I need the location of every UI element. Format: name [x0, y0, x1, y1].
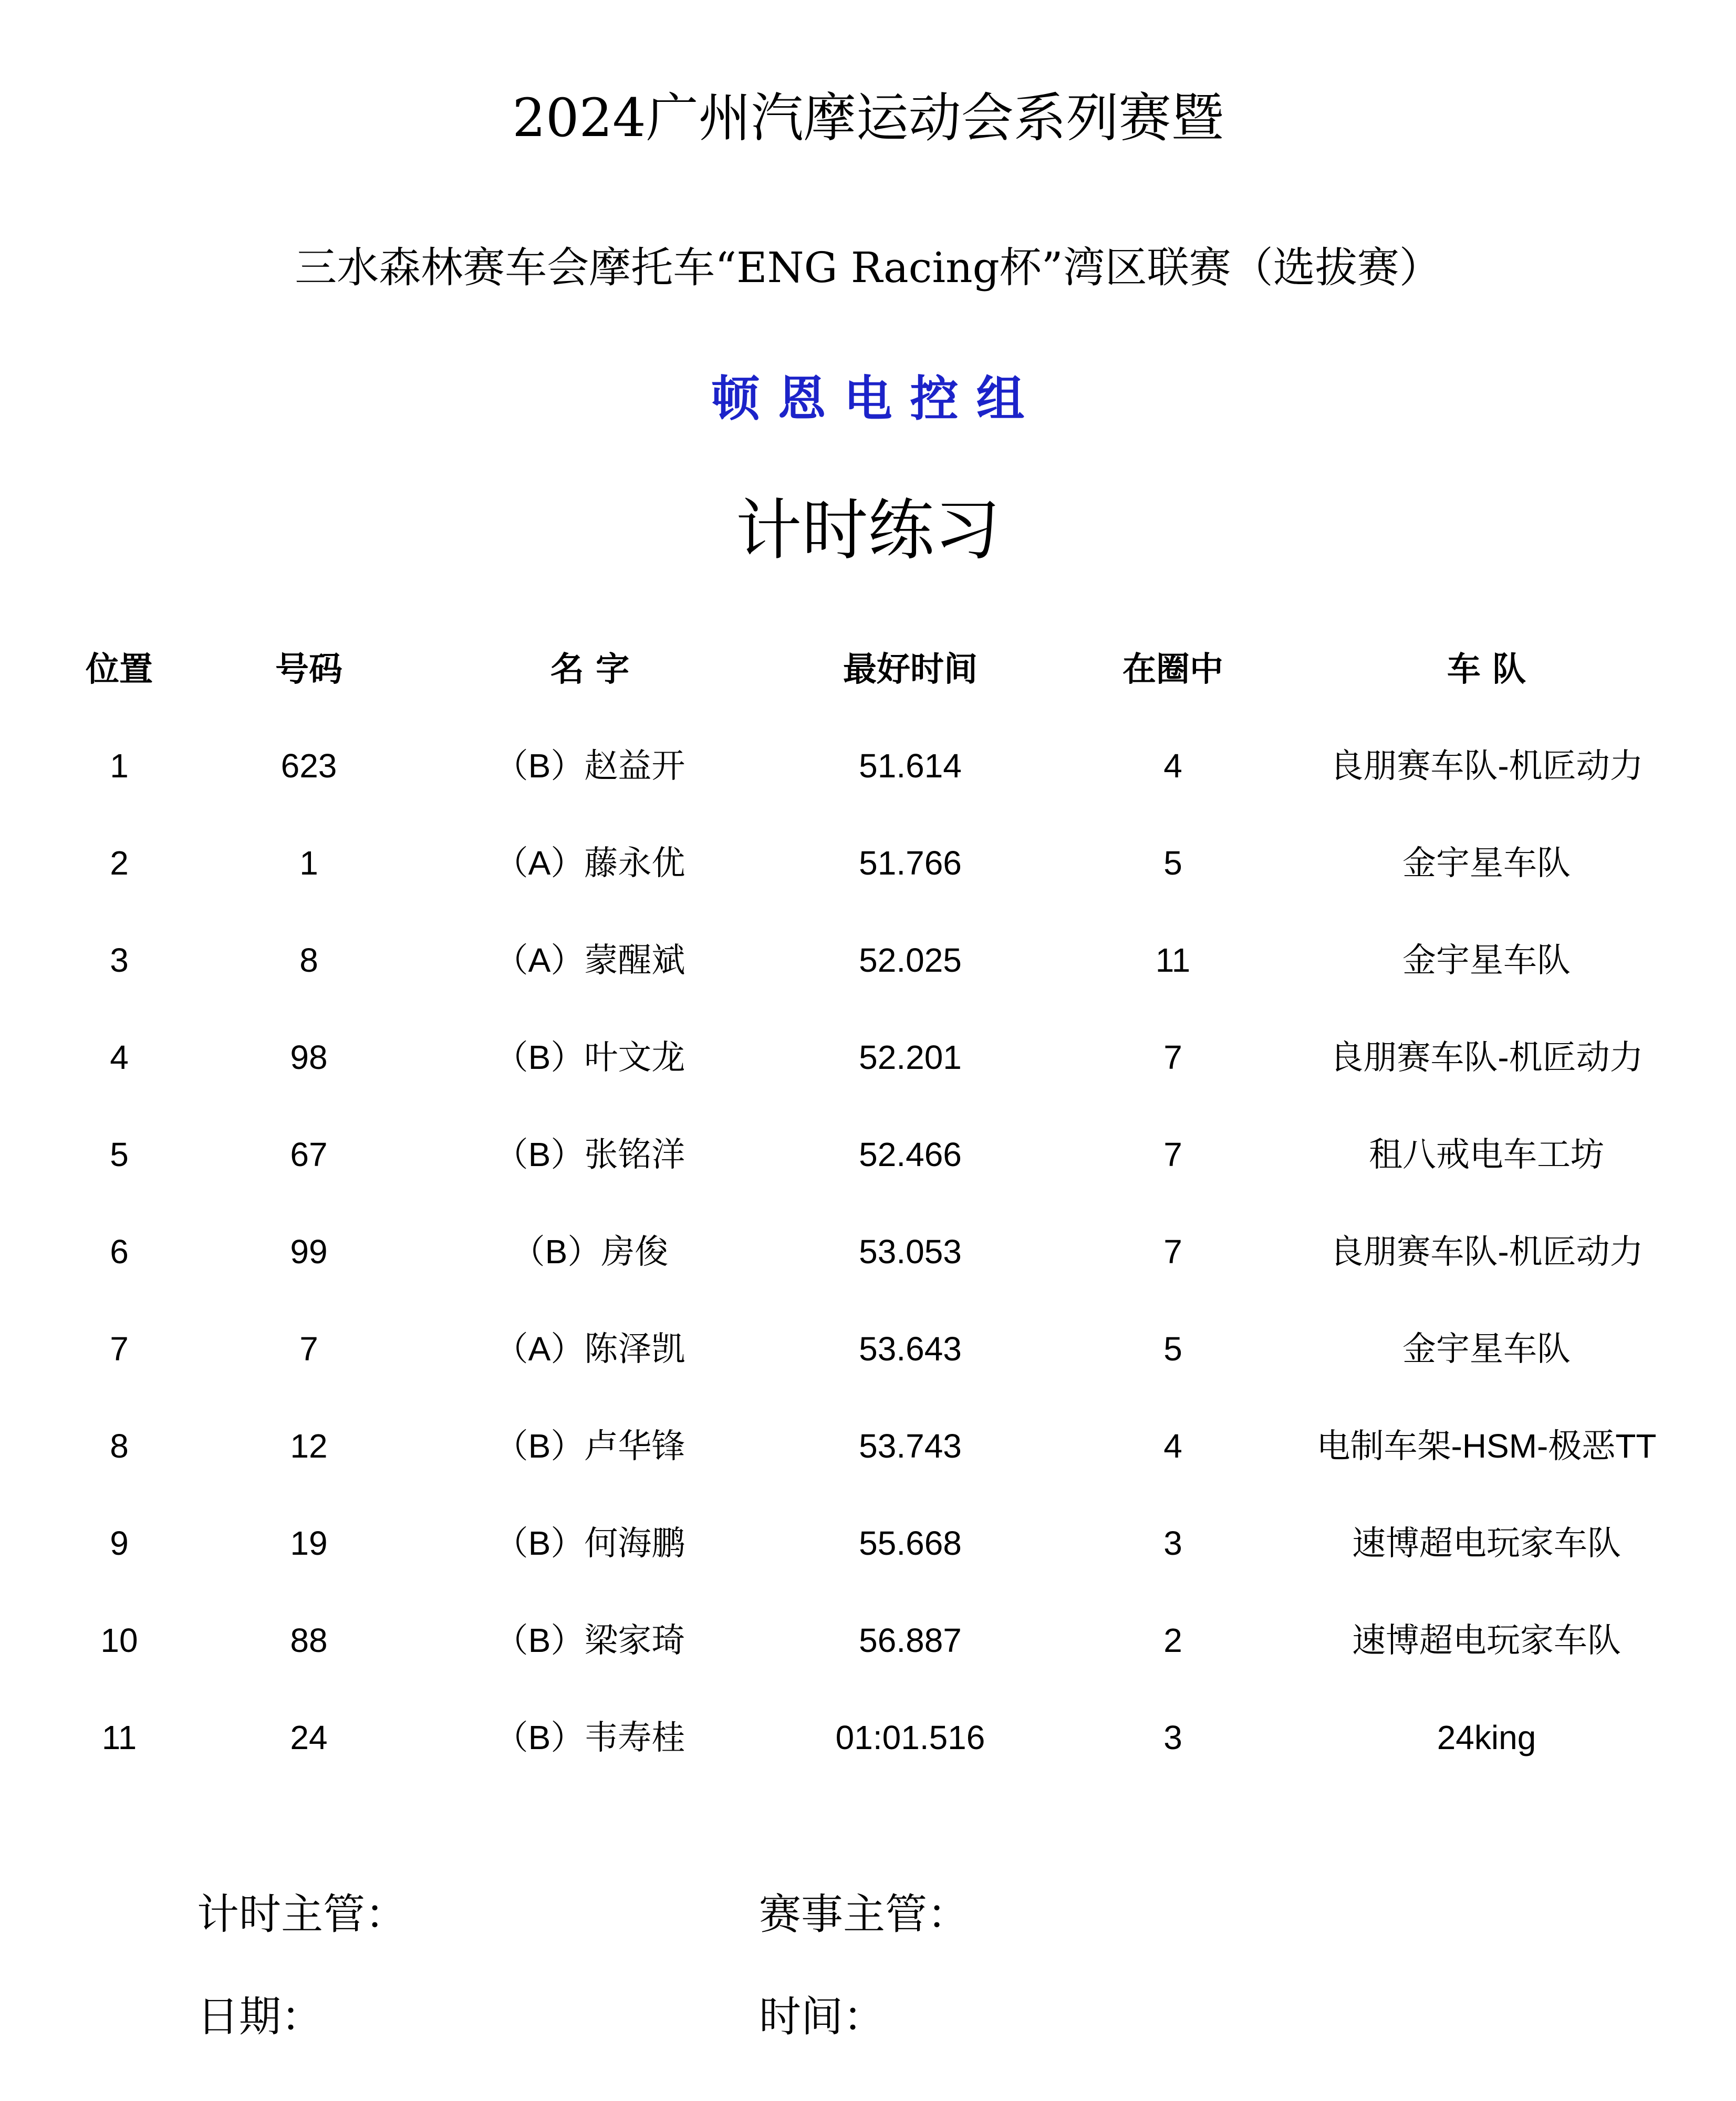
- cell-team: 速博超电玩家车队: [1352, 1621, 1621, 1659]
- cell-number: 1: [299, 844, 318, 882]
- cell-best-time: 52.466: [859, 1136, 962, 1173]
- cell-team: 金宇星车队: [1402, 941, 1571, 979]
- cell-team: 金宇星车队: [1402, 1330, 1571, 1368]
- cell-name: （B）何海鹏: [494, 1524, 685, 1562]
- cell-name: （B）赵益开: [494, 747, 685, 785]
- cell-name: （B）韦寿桂: [494, 1719, 685, 1756]
- document-subtitle: 三水森林赛车会摩托车“ENG Racing杯”湾区联赛（选拔赛）: [295, 243, 1441, 292]
- column-header-in-lap: 在圈中: [1122, 650, 1223, 689]
- cell-in-lap: 4: [1163, 747, 1182, 785]
- cell-number: 88: [290, 1621, 328, 1659]
- cell-best-time: 51.766: [859, 844, 962, 882]
- cell-best-time: 56.887: [859, 1621, 962, 1659]
- time-label: 时间：: [759, 1992, 885, 2041]
- cell-in-lap: 7: [1163, 1038, 1182, 1076]
- cell-position: 7: [110, 1330, 129, 1368]
- cell-name: （B）叶文龙: [494, 1038, 685, 1076]
- cell-team: 良朋赛车队-机匠动力: [1329, 1233, 1644, 1271]
- cell-in-lap: 7: [1163, 1233, 1182, 1271]
- column-header-name: 名 字: [550, 650, 630, 689]
- cell-team: 电制车架-HSM-极恶TT: [1316, 1427, 1657, 1465]
- cell-team: 速博超电玩家车队: [1352, 1524, 1621, 1562]
- cell-in-lap: 7: [1163, 1136, 1182, 1173]
- cell-name: （B）卢华锋: [494, 1427, 685, 1465]
- cell-best-time: 55.668: [859, 1524, 962, 1562]
- cell-number: 67: [290, 1136, 328, 1173]
- cell-name: （B）张铭洋: [494, 1136, 685, 1173]
- cell-best-time: 52.025: [859, 941, 962, 979]
- column-header-best-time: 最好时间: [843, 650, 978, 689]
- cell-position: 8: [110, 1427, 129, 1465]
- cell-position: 3: [110, 941, 129, 979]
- cell-best-time: 01:01.516: [835, 1719, 985, 1756]
- session-name: 计时练习: [735, 492, 1001, 569]
- cell-number: 8: [299, 941, 318, 979]
- cell-best-time: 53.053: [859, 1233, 962, 1271]
- cell-number: 99: [290, 1233, 328, 1271]
- cell-in-lap: 5: [1163, 1330, 1182, 1368]
- cell-in-lap: 5: [1163, 844, 1182, 882]
- cell-position: 2: [110, 844, 129, 882]
- cell-in-lap: 3: [1163, 1719, 1182, 1756]
- race-supervisor-label: 赛事主管：: [759, 1890, 969, 1939]
- cell-in-lap: 4: [1163, 1427, 1182, 1465]
- cell-team: 租八戒电车工坊: [1369, 1136, 1604, 1173]
- cell-name: （A）蒙醒斌: [494, 941, 685, 979]
- cell-position: 5: [110, 1136, 129, 1173]
- cell-position: 4: [110, 1038, 129, 1076]
- cell-number: 19: [290, 1524, 328, 1562]
- cell-team: 良朋赛车队-机匠动力: [1329, 747, 1644, 785]
- cell-name: （B）房俊: [511, 1233, 669, 1271]
- column-header-position: 位置: [86, 650, 153, 689]
- cell-number: 7: [299, 1330, 318, 1368]
- cell-position: 11: [101, 1719, 137, 1756]
- cell-number: 12: [290, 1427, 328, 1465]
- cell-team: 金宇星车队: [1402, 844, 1571, 882]
- column-header-team: 车 队: [1447, 650, 1526, 689]
- cell-name: （B）梁家琦: [494, 1621, 685, 1659]
- date-label: 日期：: [197, 1992, 323, 2041]
- cell-in-lap: 2: [1163, 1621, 1182, 1659]
- cell-team: 24king: [1437, 1719, 1536, 1756]
- column-header-number: 号码: [275, 650, 342, 689]
- cell-in-lap: 11: [1155, 941, 1191, 979]
- cell-number: 24: [290, 1719, 328, 1756]
- cell-name: （A）陈泽凯: [494, 1330, 685, 1368]
- cell-number: 623: [280, 747, 337, 785]
- cell-in-lap: 3: [1163, 1524, 1182, 1562]
- group-name: 顿恩电控组: [711, 371, 1043, 427]
- cell-team: 良朋赛车队-机匠动力: [1329, 1038, 1644, 1076]
- cell-best-time: 51.614: [859, 747, 962, 785]
- cell-best-time: 53.743: [859, 1427, 962, 1465]
- cell-position: 10: [100, 1621, 138, 1659]
- cell-position: 6: [110, 1233, 129, 1271]
- cell-best-time: 52.201: [859, 1038, 962, 1076]
- cell-name: （A）藤永优: [494, 844, 685, 882]
- cell-position: 1: [110, 747, 129, 785]
- timing-supervisor-label: 计时主管：: [197, 1890, 407, 1939]
- document-title: 2024广州汽摩运动会系列赛暨: [512, 87, 1224, 149]
- cell-best-time: 53.643: [859, 1330, 962, 1368]
- cell-position: 9: [110, 1524, 129, 1562]
- cell-number: 98: [290, 1038, 328, 1076]
